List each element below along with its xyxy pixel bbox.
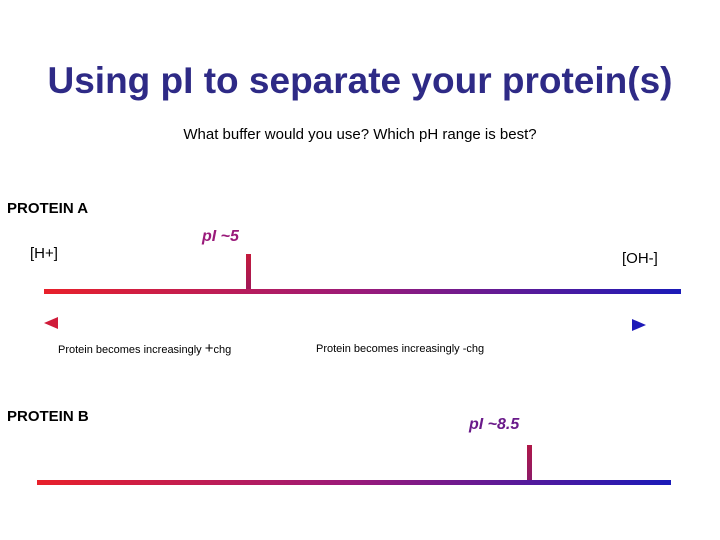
positive-charge-arrow — [44, 317, 250, 329]
positive-charge-text — [58, 340, 231, 357]
negative-charge-arrow — [262, 319, 646, 331]
protein-b-ph-bar — [37, 480, 671, 485]
positive-charge-suffix: chg — [213, 344, 232, 356]
acid-label: [H+] — [30, 245, 58, 262]
subtitle: What buffer would you use? Which pH range is best? — [183, 126, 537, 143]
positive-sign: + — [204, 340, 214, 357]
page-title: Using pI to separate your protein(s) — [47, 60, 673, 101]
protein-a-label: PROTEIN A — [7, 200, 89, 217]
base-label: [OH-] — [622, 250, 658, 267]
positive-charge-prefix: Protein becomes increasingly — [58, 344, 205, 356]
protein-b-pi-label: pI ~8.5 — [469, 416, 520, 433]
protein-b-label: PROTEIN B — [7, 408, 89, 425]
protein-a-pi-label: pI ~5 — [202, 228, 239, 245]
protein-b-pi-marker — [527, 445, 532, 482]
negative-charge-text: Protein becomes increasingly -chg — [316, 343, 485, 355]
